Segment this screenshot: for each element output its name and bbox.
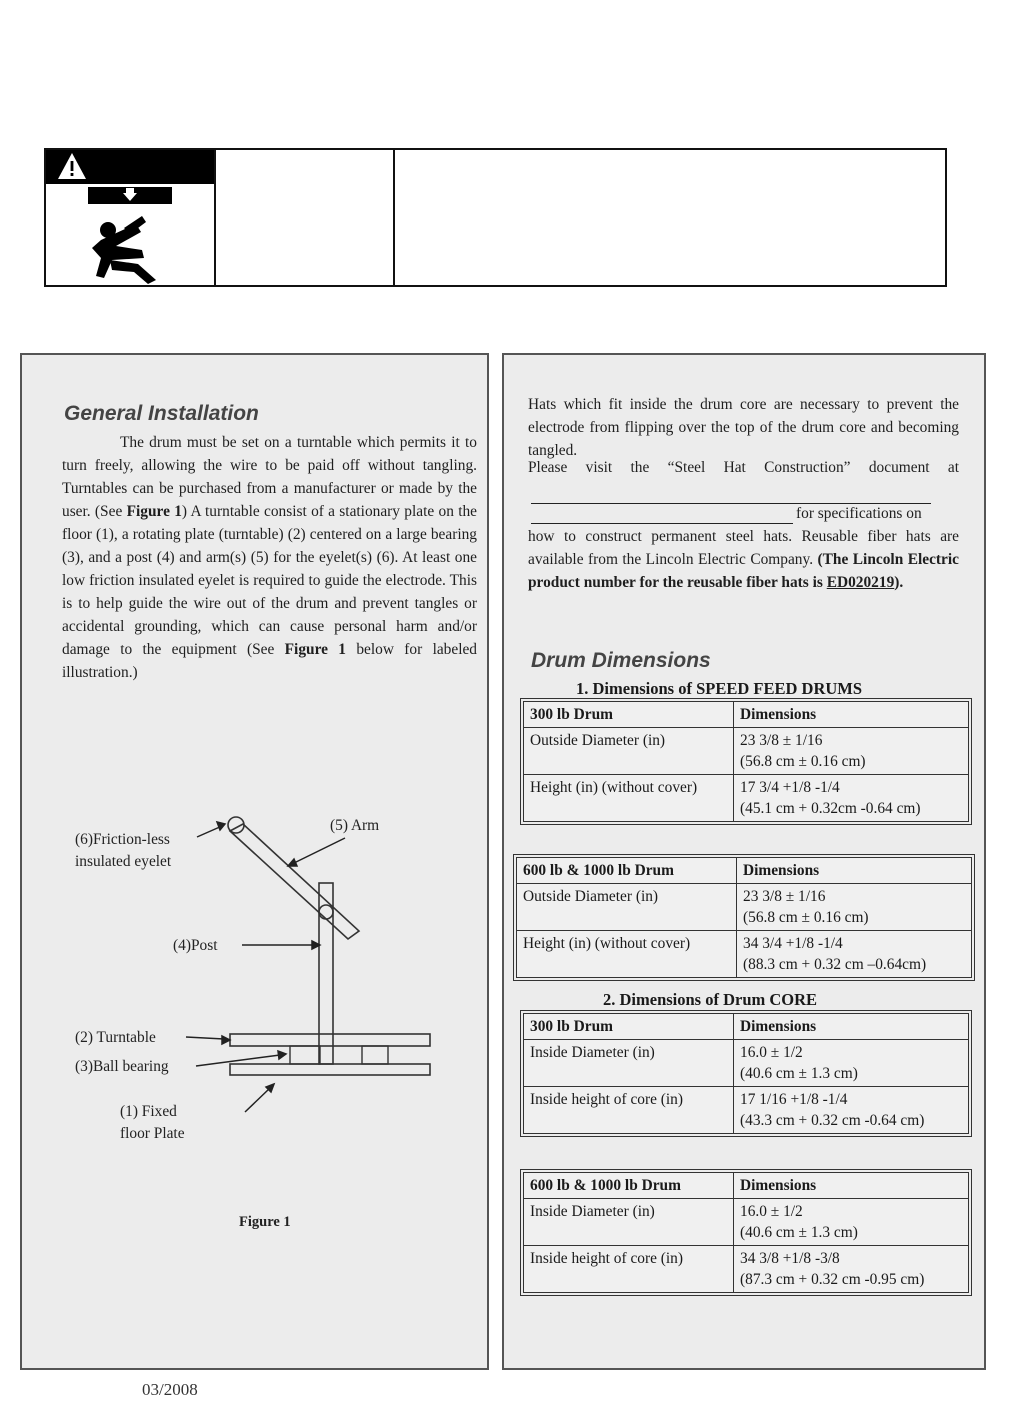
eyelet-label: (6)Friction-less insulated eyelet xyxy=(75,831,172,870)
bearing-block-right xyxy=(362,1046,388,1064)
bearing-label: (3)Ball bearing xyxy=(75,1058,169,1075)
table-row xyxy=(524,728,969,775)
table-header-cell: Dimensions xyxy=(734,1014,969,1040)
core-title: 2. Dimensions of Drum CORE xyxy=(603,990,818,1009)
floor-plate xyxy=(230,1064,430,1075)
table-row xyxy=(524,775,969,822)
table-row xyxy=(524,1087,969,1134)
speed-feed-600-1000lb-table xyxy=(516,857,972,978)
drum-dimensions-heading: Drum Dimensions xyxy=(531,649,711,672)
table-cell: Inside Diameter (in) xyxy=(524,1040,734,1087)
table-cell: 34 3/4 +1/8 -1/4 (88.3 cm + 0.32 cm –0.64cm) xyxy=(737,931,972,978)
post-label: (4)Post xyxy=(173,937,218,954)
table-header-row xyxy=(524,702,969,728)
table-row xyxy=(524,1199,969,1246)
turntable-label: (2) Turntable xyxy=(75,1029,156,1046)
table-cell: 16.0 ± 1/2 (40.6 cm ± 1.3 cm) xyxy=(734,1199,969,1246)
table-cell: 17 1/16 +1/8 -1/4 (43.3 cm + 0.32 cm -0.64 cm) xyxy=(734,1087,969,1134)
table-cell: 23 3/8 ± 1/16 (56.8 cm ± 0.16 cm) xyxy=(734,728,969,775)
table-cell: 23 3/8 ± 1/16 (56.8 cm ± 0.16 cm) xyxy=(737,884,972,931)
table-cell: Outside Diameter (in) xyxy=(524,728,734,775)
left-page-panel xyxy=(20,353,489,1370)
pivot xyxy=(319,905,333,919)
table-row xyxy=(524,1040,969,1087)
table-row xyxy=(517,884,972,931)
table-cell: 34 3/8 +1/8 -3/8 (87.3 cm + 0.32 cm -0.95 cm) xyxy=(734,1246,969,1293)
core-300lb-table xyxy=(523,1013,969,1134)
turntable-plate xyxy=(230,1034,430,1046)
floor-plate-label: (1) Fixed floor Plate xyxy=(120,1103,185,1142)
post xyxy=(319,883,333,1064)
core-600-1000lb-table xyxy=(523,1172,969,1293)
table-cell: Inside height of core (in) xyxy=(524,1246,734,1293)
falling-object-crush-icon xyxy=(46,184,214,288)
table-header-row xyxy=(517,858,972,884)
table-header-cell: 300 lb Drum xyxy=(524,702,734,728)
installation-paragraph: The drum must be set on a turntable which permits it to turn freely, allowing the wire to be paid off without tangling. Turntables can be purchased from a manufacturer or made by the user. (See Figure 1) A turntable consist of a stationary plate on the floor (1), a rotating plate (turntable) (2) centered on a large bearing (3), and a post (4) and arm(s) (5) for the eyelet(s) (6). At least one low friction insulated eyelet is required to guide the electrode. This is to help guide the wire out of the drum and prevent tangles or accidental grounding, which can cause personal harm and/or damage to the equipment (See Figure 1 below for labeled illustration.) xyxy=(62,434,478,681)
table-cell: Inside height of core (in) xyxy=(524,1087,734,1134)
table-cell: Height (in) (without cover) xyxy=(517,931,737,978)
bearing-block-left xyxy=(290,1046,320,1064)
warning-message-cell xyxy=(395,150,945,285)
table-header-cell: 300 lb Drum xyxy=(524,1014,734,1040)
table-cell: 16.0 ± 1/2 (40.6 cm ± 1.3 cm) xyxy=(734,1040,969,1087)
warning-banner xyxy=(46,150,214,184)
table-cell: 17 3/4 +1/8 -1/4 (45.1 cm + 0.32cm -0.64 cm) xyxy=(734,775,969,822)
table-header-cell: Dimensions xyxy=(734,702,969,728)
table-cell: Inside Diameter (in) xyxy=(524,1199,734,1246)
table-header-cell: Dimensions xyxy=(737,858,972,884)
general-installation-heading: General Installation xyxy=(64,402,259,425)
table-cell: Height (in) (without cover) xyxy=(524,775,734,822)
warning-icon-cell xyxy=(46,150,216,285)
speed-feed-title: 1. Dimensions of SPEED FEED DRUMS xyxy=(576,679,863,698)
visit-line: Please visit the “Steel Hat Construction” document at xyxy=(528,459,959,476)
table-row xyxy=(524,1246,969,1293)
warning-signal-cell xyxy=(216,150,395,285)
table-header-cell: Dimensions xyxy=(734,1173,969,1199)
product-number: ED020219 xyxy=(826,574,895,591)
table-row xyxy=(517,931,972,978)
speed-feed-300lb-table xyxy=(523,701,969,822)
url-blank-line-2 xyxy=(531,523,793,524)
footer-date: 03/2008 xyxy=(142,1380,198,1399)
table-header-cell: 600 lb & 1000 lb Drum xyxy=(517,858,737,884)
warning-triangle-icon xyxy=(46,150,214,184)
specs-text: for specifications on xyxy=(796,505,922,522)
warning-box xyxy=(44,148,947,287)
arm-label: (5) Arm xyxy=(330,817,380,834)
figure-caption: Figure 1 xyxy=(239,1214,291,1230)
table-header-row xyxy=(524,1014,969,1040)
construct-paragraph: how to construct permanent steel hats. Reusable fiber hats are available from the Lincoln Electric Company. (The Lincoln Electric product number for the reusable fiber hats is ED020219). xyxy=(528,528,959,591)
table-header-row xyxy=(524,1173,969,1199)
hats-paragraph: Hats which fit inside the drum core are necessary to prevent the electrode from flipping over the top of the drum core and becoming tangled. xyxy=(528,396,959,459)
table-cell: Outside Diameter (in) xyxy=(517,884,737,931)
right-page-panel xyxy=(502,353,986,1370)
table-header-cell: 600 lb & 1000 lb Drum xyxy=(524,1173,734,1199)
